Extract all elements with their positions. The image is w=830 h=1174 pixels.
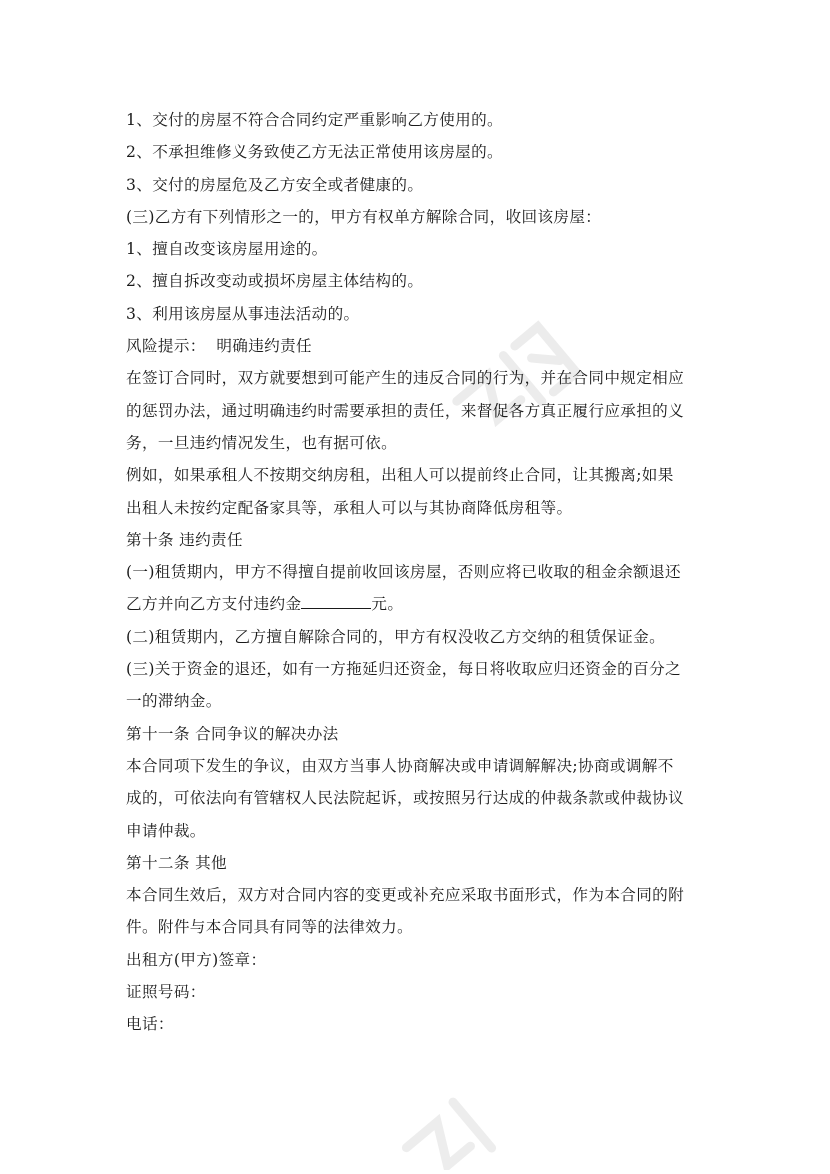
watermark-logo-icon xyxy=(380,1070,530,1170)
article-11-text-line: 本合同项下发生的争议，由双方当事人协商解决或申请调解解决;协商或调解不 xyxy=(126,756,674,775)
article-11-text-line: 申请仲裁。 xyxy=(126,821,206,840)
list-item: 3、交付的房屋危及乙方安全或者健康的。 xyxy=(126,175,424,194)
list-item: 3、利用该房屋从事违法活动的。 xyxy=(126,304,360,323)
article-12-text-line: 本合同生效后，双方对合同内容的变更或补充应采取书面形式，作为本合同的附 xyxy=(126,886,685,905)
id-number-label: 证照号码： xyxy=(126,983,206,1002)
penalty-suffix: 元。 xyxy=(371,595,404,614)
list-item: 2、不承担维修义务致使乙方无法正常使用该房屋的。 xyxy=(126,143,503,162)
article-12-text-line: 件。附件与本合同具有同等的法律效力。 xyxy=(126,918,413,937)
contract-body xyxy=(126,104,710,1041)
article-10-clause-1: (一)租赁期内，甲方不得擅自提前收回该房屋，否则应将已收取的租金余额退还 xyxy=(126,563,681,582)
list-item: 1、交付的房屋不符合合同约定严重影响乙方使用的。 xyxy=(126,111,503,129)
article-10-clause-3-cont: 一的滞纳金。 xyxy=(126,692,222,711)
article-10-clause-3: (三)关于资金的退还，如有一方拖延归还资金，每日将收取应归还资金的百分之 xyxy=(126,660,681,679)
penalty-prefix: 乙方并向乙方支付违约金 xyxy=(126,595,302,614)
clause-intro: (三)乙方有下列情形之一的，甲方有权单方解除合同，收回该房屋： xyxy=(126,207,602,226)
list-item: 2、擅自拆改变动或损坏房屋主体结构的。 xyxy=(126,272,424,291)
example-line: 出租人未按约定配备家具等，承租人可以与其协商降低房租等。 xyxy=(126,498,573,517)
example-line: 例如，如果承租人不按期交纳房租，出租人可以提前终止合同，让其搬离;如果 xyxy=(126,466,674,485)
article-12-title: 第十二条 其他 xyxy=(126,853,227,872)
risk-text-line: 在签订合同时，双方就要想到可能产生的违反合同的行为，并在合同中规定相应 xyxy=(126,369,685,388)
penalty-amount-blank xyxy=(301,590,371,609)
risk-title: 风险提示： 明确违约责任 xyxy=(126,337,312,356)
article-11-title: 第十一条 合同争议的解决办法 xyxy=(126,724,339,743)
phone-label: 电话： xyxy=(126,1015,174,1034)
list-item: 1、擅自改变该房屋用途的。 xyxy=(126,240,328,259)
article-11-text-line: 成的，可依法向有管辖权人民法院起诉，或按照另行达成的仲裁条款或仲裁协议 xyxy=(126,789,685,808)
lessor-signature-label: 出租方(甲方)签章： xyxy=(126,950,267,969)
article-10-clause-1-cont xyxy=(126,588,710,620)
article-10-title: 第十条 违约责任 xyxy=(126,530,243,549)
article-10-clause-2: (二)租赁期内，乙方擅自解除合同的，甲方有权没收乙方交纳的租赁保证金。 xyxy=(126,627,666,646)
risk-text-line: 的惩罚办法，通过明确违约时需要承担的责任，来督促各方真正履行应承担的义 xyxy=(126,401,685,420)
risk-text-line: 务，一旦违约情况发生，也有据可依。 xyxy=(126,433,398,452)
